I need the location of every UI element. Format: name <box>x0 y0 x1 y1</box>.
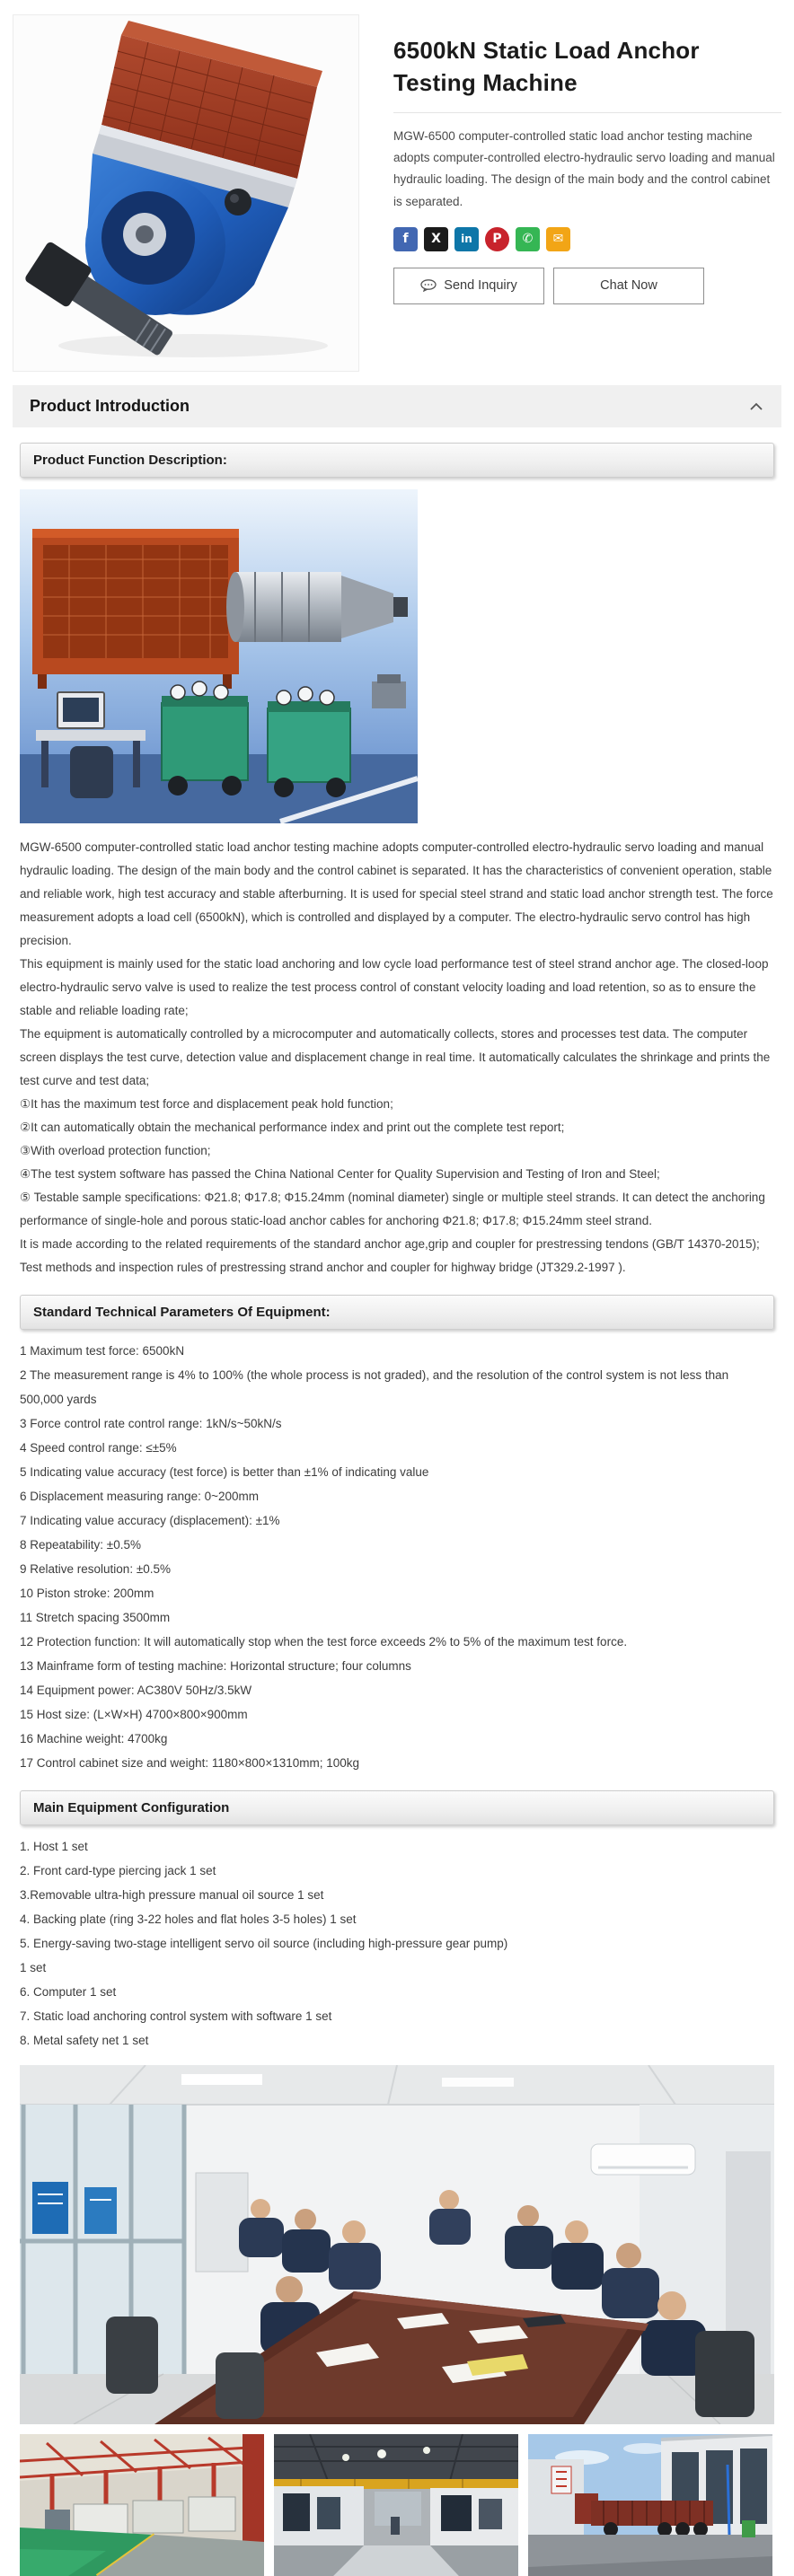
parameter-item: 7 Indicating value accuracy (displacement): ±1% <box>20 1514 280 1527</box>
function-description-text <box>20 836 774 1279</box>
whatsapp-icon[interactable]: ✆ <box>516 227 540 251</box>
configuration-item: 1. Host 1 set <box>20 1840 88 1853</box>
configuration-item: 2. Front card-type piercing jack 1 set <box>20 1864 216 1877</box>
parameter-item: 15 Host size: (L×W×H) 4700×800×900mm <box>20 1708 248 1721</box>
cta-row <box>393 268 781 304</box>
parameter-item: 16 Machine weight: 4700kg <box>20 1732 168 1745</box>
chevron-up-icon[interactable] <box>749 402 763 411</box>
chat-now-label: Chat Now <box>600 278 657 294</box>
configuration-item: 8. Metal safety net 1 set <box>20 2034 149 2047</box>
description-paragraph: This equipment is mainly used for the static load anchoring and low cycle load performance test of steel strand anchor age. The closed-loop electro-hydraulic servo valve is used to realize the test process control of constant velocity loading and load retention, so as to ensure the stable and reliable loading rate; <box>20 957 769 1017</box>
description-paragraph: The equipment is automatically controlled by a microcomputer and automatically collects, stores and processes test data. The computer screen displays the test curve, detection value and displacement change in real time. It automatically calculates the shrinkage and prints the test curve and test data; <box>20 1027 771 1087</box>
parameter-item: 1 Maximum test force: 6500kN <box>20 1344 185 1358</box>
product-introduction-body <box>13 443 781 2576</box>
parameter-item: 12 Protection function: It will automatically stop when the test force exceeds 2% to 5% of the maximum test force. <box>20 1635 628 1648</box>
social-share-row <box>393 227 781 251</box>
configuration-item: 4. Backing plate (ring 3-22 holes and flat holes 3-5 holes) 1 set <box>20 1912 357 1926</box>
description-paragraph: MGW-6500 computer-controlled static load anchor testing machine adopts computer-controlled electro-hydraulic servo loading and manual hydraulic loading. The design of the main body and the control cabinet is separated. It has the characteristics of convenient operation, stable and reliable work, high test accuracy and stable afterburning. It is used for special steel strand and static load anchor strength test. The force measurement adopts a load cell (6500kN), which is controlled and displayed by a computer. The electro-hydraulic servo control has high precision. <box>20 840 773 947</box>
title-divider <box>393 112 781 113</box>
facebook-icon[interactable]: f <box>393 227 418 251</box>
configuration-item: 1 set <box>20 1961 47 1974</box>
pinterest-icon[interactable]: P <box>485 227 509 251</box>
parameter-item: 2 The measurement range is 4% to 100% (the whole process is not graded), and the resolution of the control system is not less than 500,000 yards <box>20 1368 729 1406</box>
cnc-workshop-photo <box>274 2434 518 2576</box>
product-main-image[interactable] <box>13 14 359 372</box>
parameter-item: 17 Control cabinet size and weight: 1180×800×1310mm; 100kg <box>20 1756 360 1770</box>
equipment-configuration-heading: Main Equipment Configuration <box>20 1790 774 1825</box>
parameter-item: 13 Mainframe form of testing machine: Horizontal structure; four columns <box>20 1659 411 1673</box>
factory-photo-row <box>20 2434 774 2576</box>
parameter-item: 11 Stretch spacing 3500mm <box>20 1611 171 1624</box>
product-info <box>393 14 781 372</box>
function-description-heading: Product Function Description: <box>20 443 774 478</box>
parameter-item: 5 Indicating value accuracy (test force) is better than ±1% of indicating value <box>20 1465 429 1479</box>
factory-interior-photo <box>20 2434 264 2576</box>
anchor-tester-product-photo <box>13 15 358 371</box>
product-summary: MGW-6500 computer-controlled static load anchor testing machine adopts computer-controlled electro-hydraulic servo loading and manual hydraulic loading. The design of the main body and the control cabinet is separated. <box>393 128 775 208</box>
equipment-configuration-list <box>20 1834 774 2053</box>
configuration-item: 6. Computer 1 set <box>20 1985 117 1999</box>
parameter-item: 8 Repeatability: ±0.5% <box>20 1538 141 1552</box>
parameter-item: 6 Displacement measuring range: 0~200mm <box>20 1490 260 1503</box>
send-inquiry-label: Send Inquiry <box>444 278 517 294</box>
configuration-item: 5. Energy-saving two-stage intelligent servo oil source (including high-pressure gear pump) <box>20 1937 508 1950</box>
x-twitter-icon[interactable]: X <box>424 227 448 251</box>
product-title: 6500kN Static Load Anchor Testing Machine <box>393 37 700 97</box>
parameter-item: 3 Force control rate control range: 1kN/s~50kN/s <box>20 1417 282 1430</box>
configuration-item: 7. Static load anchoring control system with software 1 set <box>20 2009 332 2023</box>
description-paragraph: ⑤ Testable sample specifications: Φ21.8; Φ17.8; Φ15.24mm (nominal diameter) single or multiple steel strands. It can detect the anchoring performance of single-hole and porous static-load anchor cables for anchoring Φ21.8; Φ17.8; Φ15.24mm steel strand. <box>20 1191 765 1227</box>
chat-now-button[interactable] <box>553 268 704 304</box>
description-paragraph: ①It has the maximum test force and displacement peak hold function; <box>20 1097 393 1111</box>
team-meeting-photo <box>20 2065 774 2424</box>
email-share-icon[interactable]: ✉ <box>546 227 570 251</box>
product-introduction-title: Product Introduction <box>30 397 190 415</box>
configuration-item: 3.Removable ultra-high pressure manual oil source 1 set <box>20 1888 324 1902</box>
product-introduction-header[interactable] <box>13 385 781 427</box>
chat-bubble-icon <box>420 279 437 292</box>
send-inquiry-button[interactable] <box>393 268 544 304</box>
description-paragraph: ②It can automatically obtain the mechanical performance index and print out the complete test report; <box>20 1121 565 1134</box>
technical-parameters-list <box>20 1339 774 1775</box>
parameter-item: 9 Relative resolution: ±0.5% <box>20 1562 171 1576</box>
parameter-item: 4 Speed control range: ≤±5% <box>20 1441 177 1455</box>
machine-equipment-photo <box>20 489 418 823</box>
description-paragraph: ④The test system software has passed the China National Center for Quality Supervision and Testing of Iron and Steel; <box>20 1167 660 1181</box>
technical-parameters-heading: Standard Technical Parameters Of Equipment: <box>20 1295 774 1330</box>
linkedin-icon[interactable]: in <box>454 227 479 251</box>
description-paragraph: ③With overload protection function; <box>20 1144 211 1157</box>
description-paragraph: It is made according to the related requirements of the standard anchor age,grip and coupler for prestressing tendons (GB/T 14370-2015); Test methods and inspection rules of prestressing strand anchor and coupler for highway bridge (JT329.2-1997 ). <box>20 1237 760 1274</box>
parameter-item: 14 Equipment power: AC380V 50Hz/3.5kW <box>20 1684 252 1697</box>
parameter-item: 10 Piston stroke: 200mm <box>20 1587 154 1600</box>
product-header <box>13 14 781 372</box>
truck-loading-photo <box>528 2434 772 2576</box>
